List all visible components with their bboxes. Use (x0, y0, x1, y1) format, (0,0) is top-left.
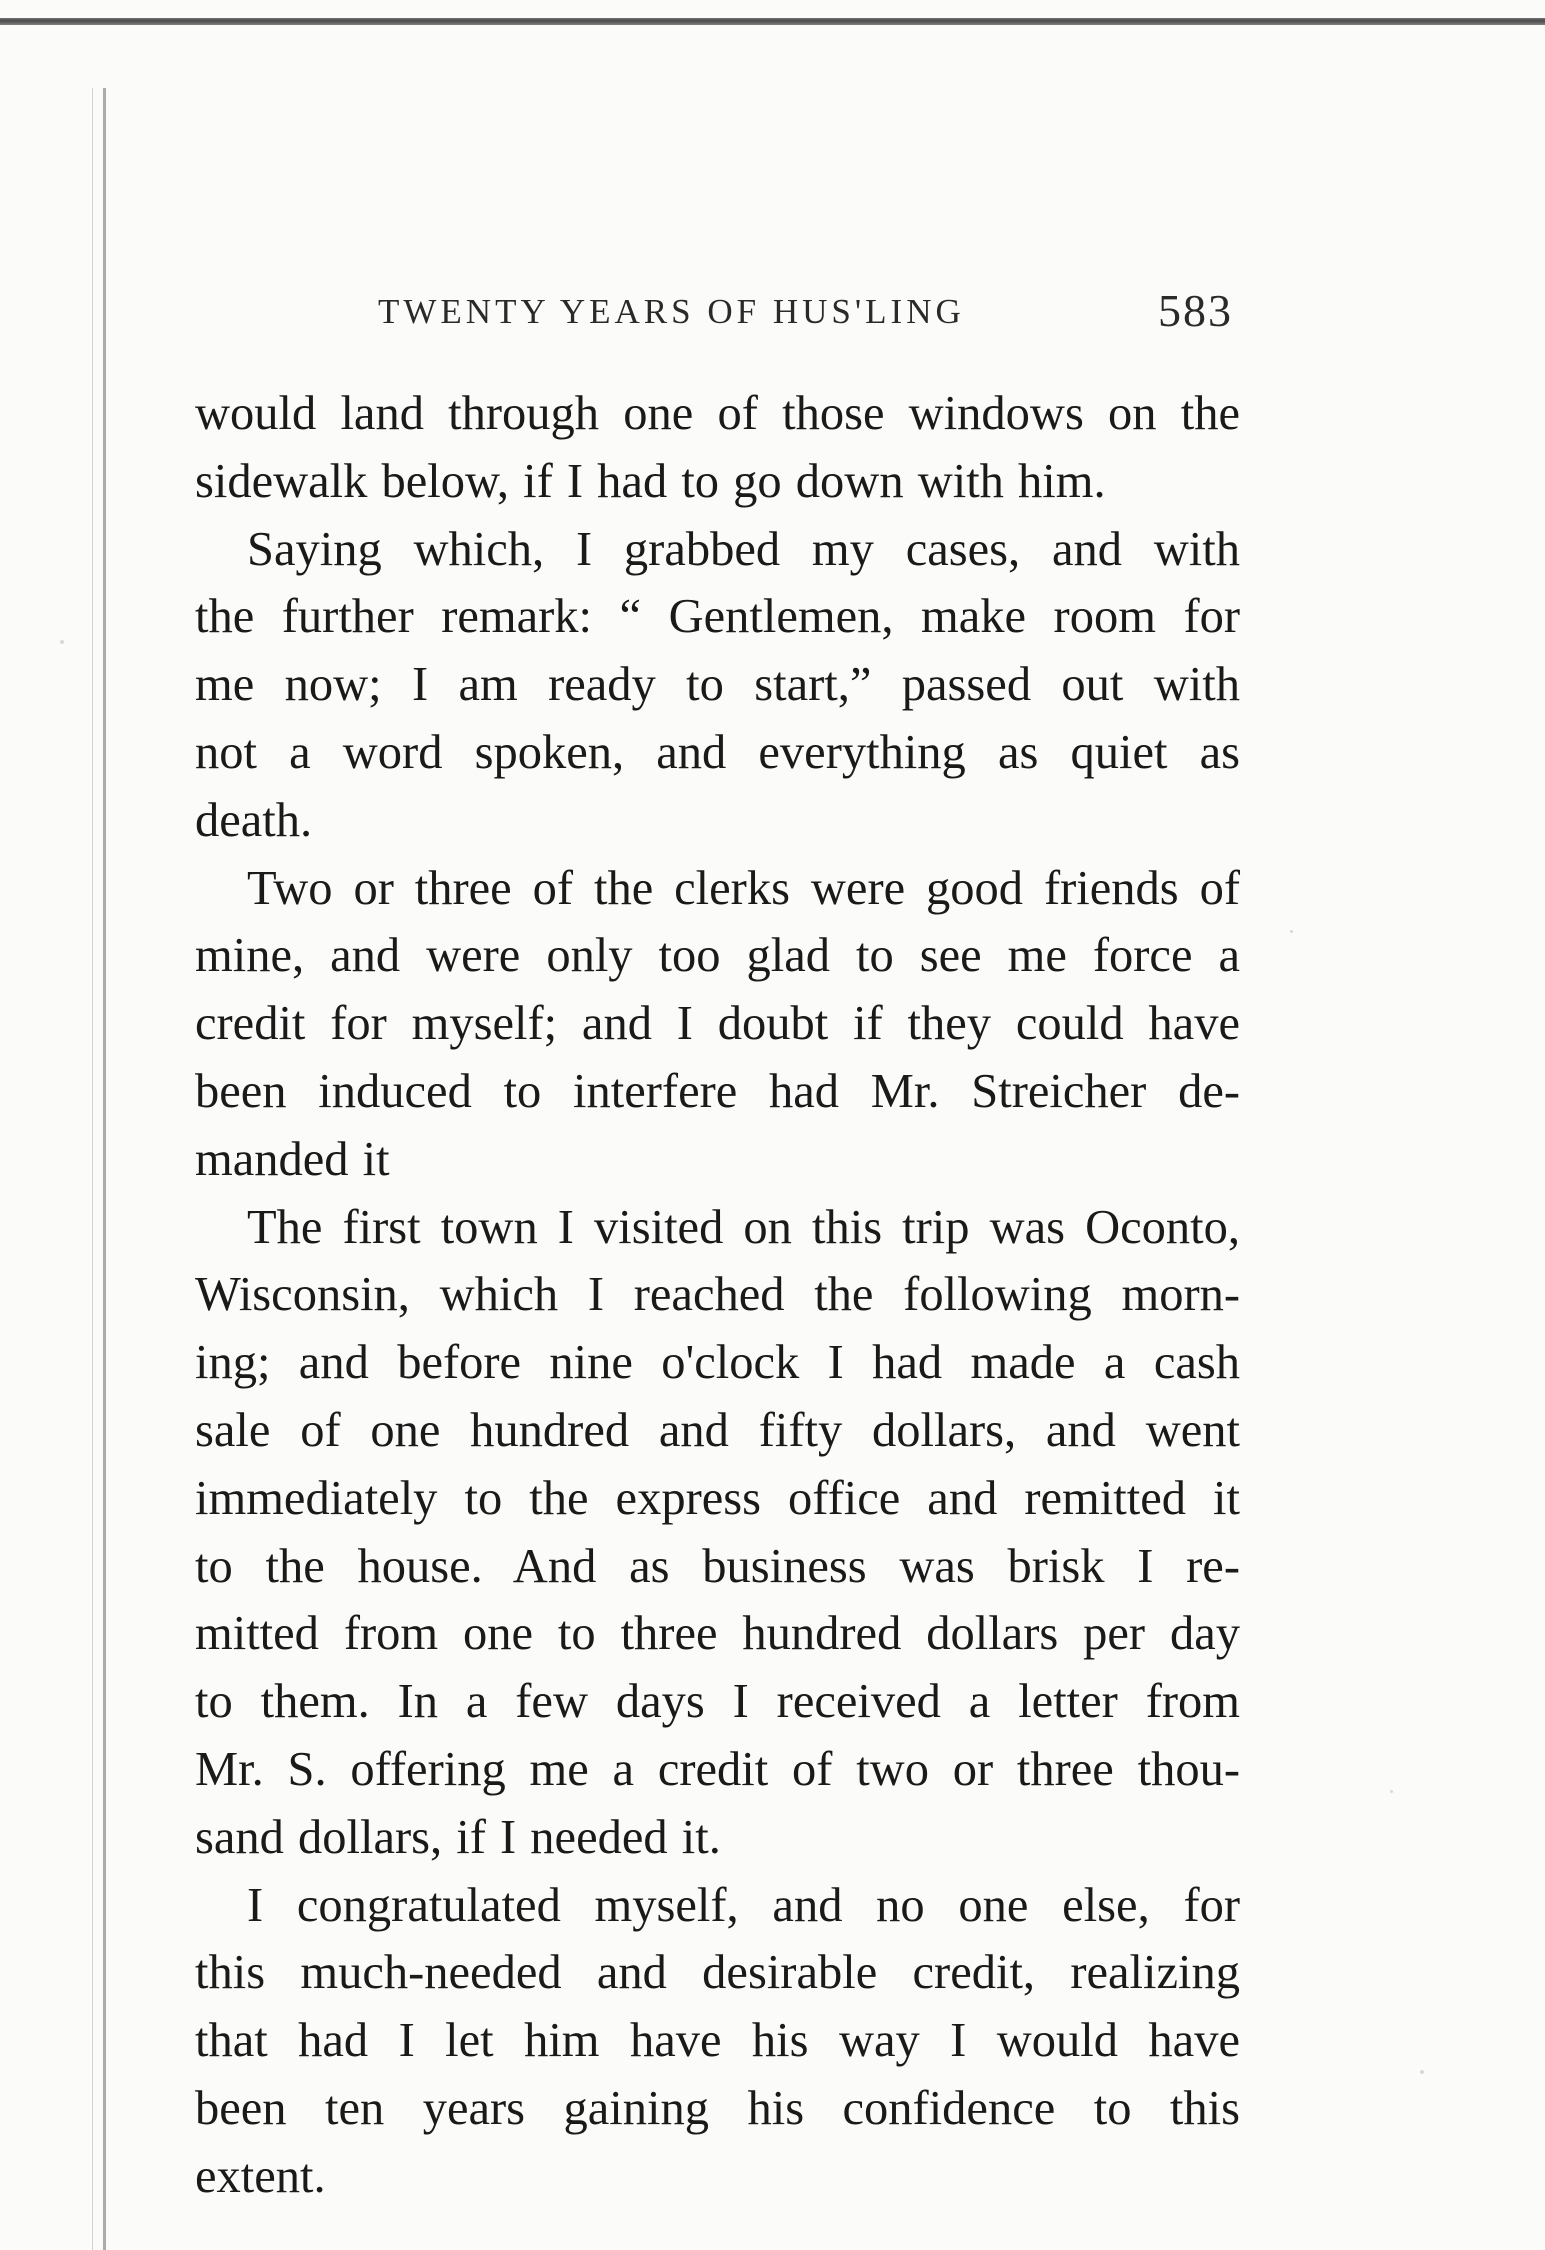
gutter-line (103, 88, 106, 2250)
paragraph-3-line (195, 1058, 1240, 1126)
paragraph-1-end (195, 448, 1240, 516)
text-line: me now; I am ready to start,” passed out with (195, 658, 1240, 712)
text-line: The first town I visited on this trip was Oconto, (247, 1200, 1240, 1254)
text-line: the further remark: “ Gentlemen, make room for (195, 590, 1240, 644)
text-line: not a word spoken, and everything as quiet as (195, 725, 1240, 779)
gutter-shadow (92, 88, 93, 2250)
paper-speck (1420, 2070, 1424, 2074)
text-line: sand dollars, if I needed it. (195, 1810, 721, 1864)
text-line: sidewalk below, if I had to go down with him. (195, 454, 1106, 508)
paragraph-4-line (195, 1533, 1240, 1601)
text-line: manded it (195, 1132, 390, 1186)
text-line: been induced to interfere had Mr. Streicher de- (195, 1064, 1240, 1118)
text-line: credit for myself; and I doubt if they could have (195, 997, 1240, 1051)
text-line: immediately to the express office and remitted it (195, 1471, 1240, 1525)
paragraph-4-line (195, 1329, 1240, 1397)
text-line: Two or three of the clerks were good friends of (247, 861, 1240, 915)
page-number: 583 (1158, 285, 1233, 336)
paragraph-4-line (195, 1668, 1240, 1736)
text-line: death. (195, 793, 313, 847)
paragraph-4-line (195, 1465, 1240, 1533)
paragraph-3-end (195, 1126, 1240, 1194)
paper-speck (1390, 1790, 1393, 1793)
text-line: this much-needed and desirable credit, realizing (195, 1946, 1240, 2000)
paragraph-2-line (195, 719, 1240, 787)
paragraph-4 (195, 1194, 1240, 1262)
paper-speck (1290, 930, 1293, 933)
paragraph-4-line (195, 1261, 1240, 1329)
text-line: sale of one hundred and fifty dollars, and went (195, 1403, 1240, 1457)
paragraph-3-line (195, 922, 1240, 990)
text-line: that had I let him have his way I would have (195, 2014, 1240, 2068)
paragraph-2-end (195, 787, 1240, 855)
paper-speck (60, 640, 64, 644)
text-line: would land through one of those windows on the (195, 387, 1240, 440)
paragraph-4-line (195, 1600, 1240, 1668)
paragraph-5 (195, 1872, 1240, 1940)
top-edge-rule (0, 18, 1545, 25)
text-line: extent. (195, 2149, 326, 2203)
text-line: to them. In a few days I received a letter from (195, 1675, 1240, 1729)
paragraph-1 (195, 380, 1240, 448)
paragraph-4-end (195, 1804, 1240, 1872)
paragraph-5-end (195, 2143, 1240, 2211)
text-line: I congratulated myself, and no one else, for (247, 1878, 1240, 1932)
text-line: Saying which, I grabbed my cases, and with (247, 522, 1240, 576)
paragraph-5-line (195, 2007, 1240, 2075)
text-line: mine, and were only too glad to see me force a (195, 929, 1240, 983)
paragraph-4-line (195, 1397, 1240, 1465)
text-line: to the house. And as business was brisk I re- (195, 1539, 1240, 1593)
text-line: been ten years gaining his confidence to this (195, 2081, 1240, 2135)
paragraph-5-line (195, 1939, 1240, 2007)
body-text (195, 380, 1240, 2211)
paragraph-5-line (195, 2075, 1240, 2143)
paragraph-3-line (195, 990, 1240, 1058)
paragraph-3 (195, 855, 1240, 923)
paragraph-2-line (195, 583, 1240, 651)
paragraph-2 (195, 516, 1240, 584)
text-line: mitted from one to three hundred dollars per day (195, 1607, 1240, 1661)
running-head: TWENTY YEARS OF HUS'LING (378, 292, 965, 331)
text-line: ing; and before nine o'clock I had made a cash (195, 1336, 1240, 1390)
text-line: Mr. S. offering me a credit of two or three thou- (195, 1742, 1240, 1796)
paragraph-4-line (195, 1736, 1240, 1804)
paragraph-2-line (195, 651, 1240, 719)
text-line: Wisconsin, which I reached the following morn- (195, 1268, 1240, 1322)
